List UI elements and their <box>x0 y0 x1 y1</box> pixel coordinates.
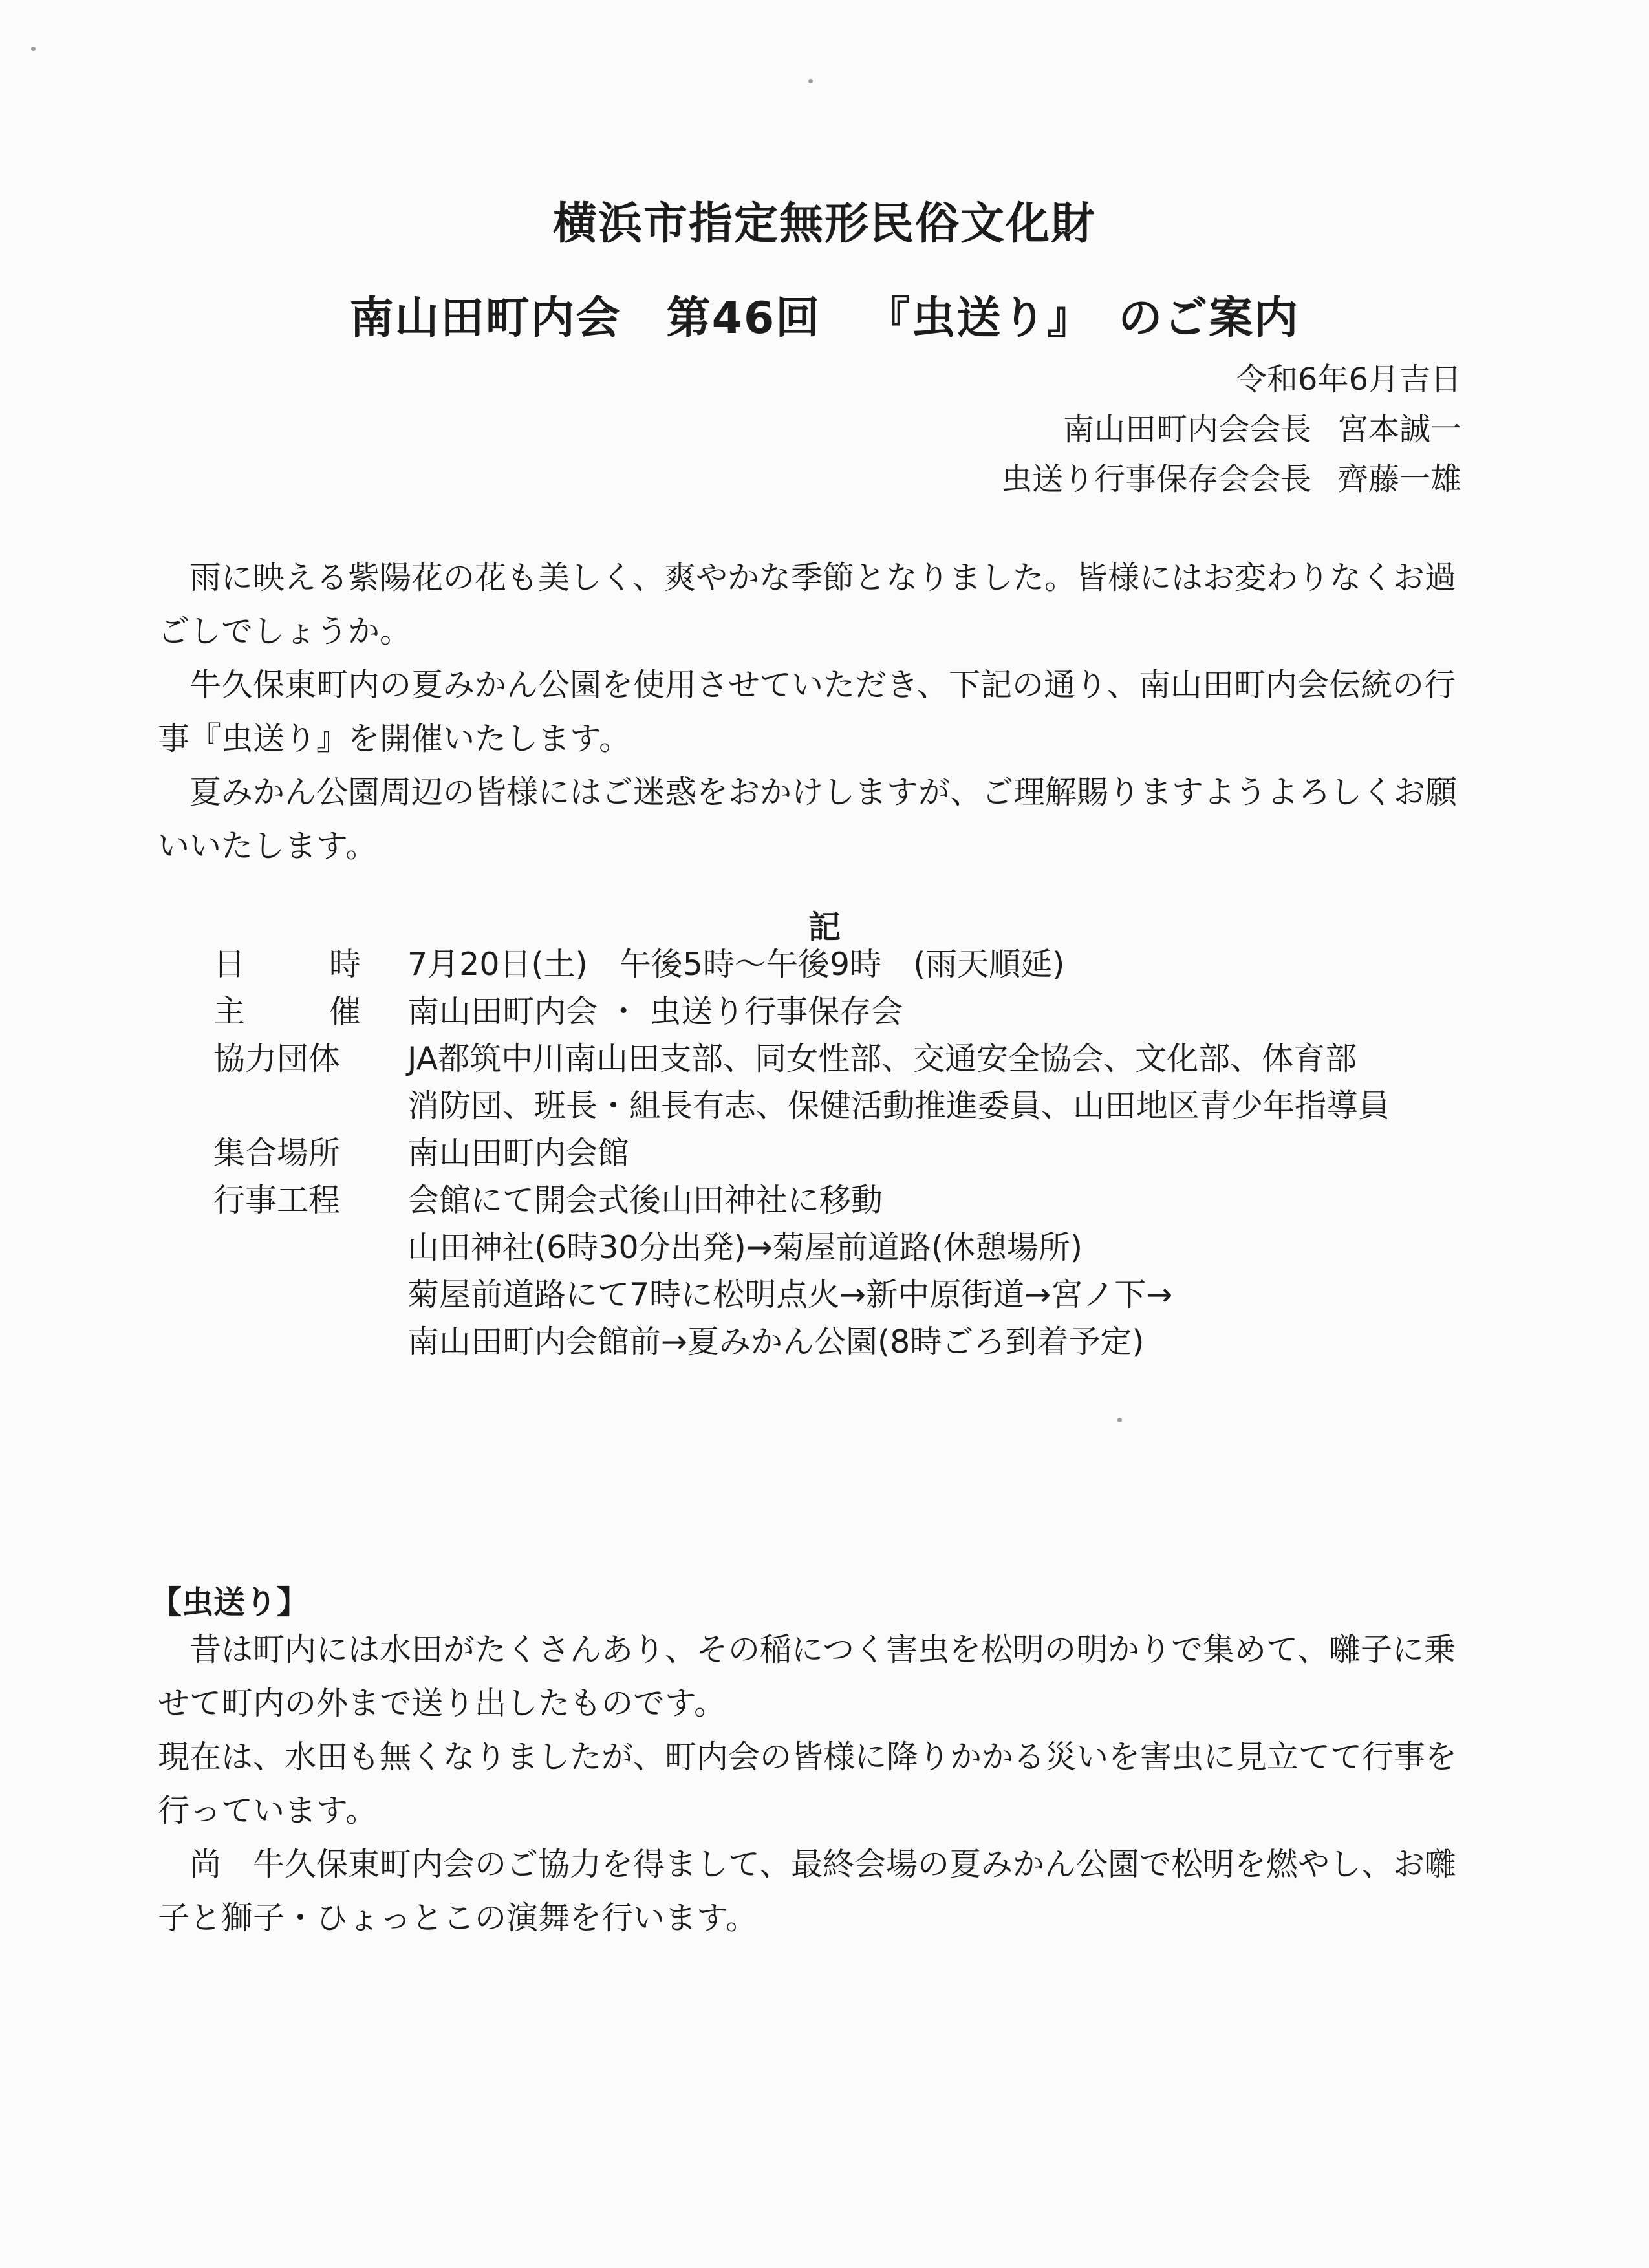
detail-label: 日 時 <box>213 946 361 983</box>
mushiokuri-section <box>158 1623 1477 1945</box>
subtitle-organizer: 南山田町内会 <box>349 293 621 344</box>
scan-speck <box>1117 1418 1122 1422</box>
detail-value: 南山田町内会館前→夏みかん公園(8時ごろ到着予定) <box>407 1323 1145 1360</box>
subtitle-event: 『虫送り』 <box>866 293 1093 344</box>
detail-value: 消防団、班長・組長有志、保健活動推進委員、山田地区青少年指導員 <box>407 1087 1390 1124</box>
sender-1-role: 南山田町内会会長 <box>1062 411 1311 447</box>
scan-speck <box>31 47 36 51</box>
subtitle-suffix: のご案内 <box>1118 293 1300 344</box>
section-paragraph: 尚 牛久保東町内会のご協力を得まして、最終会場の夏みかん公園で松明を燃やし、お囃子と獅子・ひょっとこの演舞を行います。 <box>158 1846 1457 1936</box>
sender-1-name: 宮本誠一 <box>1337 411 1461 447</box>
detail-value: 南山田町内会館 <box>407 1135 630 1171</box>
detail-row-place <box>213 1129 1390 1177</box>
document-subtitle <box>0 283 1649 346</box>
detail-value: 会館にて開会式後山田神社に移動 <box>407 1182 883 1219</box>
detail-value: 山田神社(6時30分出発)→菊屋前道路(休憩場所) <box>407 1229 1083 1266</box>
detail-row-route-cont <box>213 1224 1390 1271</box>
subtitle-edition: 第46回 <box>666 293 821 344</box>
detail-value: JA都筑中川南山田支部、同女性部、交通安全協会、文化部、体育部 <box>407 1040 1357 1077</box>
detail-label: 行事工程 <box>213 1182 341 1219</box>
detail-value: 菊屋前道路にて7時に松明点火→新中原街道→宮ノ下→ <box>407 1276 1173 1313</box>
detail-value: 南山田町内会 ・ 虫送り行事保存会 <box>407 993 903 1030</box>
intro-section <box>158 551 1471 873</box>
sender-2-name: 齊藤一雄 <box>1337 461 1461 497</box>
ki-heading: 記 <box>808 908 841 946</box>
intro-paragraph: 牛久保東町内の夏みかん公園を使用させていただき、下記の通り、南山田町内会伝統の行事『虫送り』を開催いたします。 <box>158 667 1456 757</box>
detail-label: 集合場所 <box>213 1135 341 1171</box>
scan-speck <box>808 79 813 83</box>
sender-2 <box>685 454 1461 498</box>
sender-2-role: 虫送り行事保存会会長 <box>1000 461 1311 497</box>
section-paragraph: 現在は、水田も無くなりましたが、町内会の皆様に降りかかる災いを害虫に見立てて行事を行っています。 <box>158 1738 1458 1829</box>
section-heading: 【虫送り】 <box>150 1584 309 1621</box>
detail-row-host <box>213 988 1390 1035</box>
section-paragraph: 昔は町内には水田がたくさんあり、その稲につく害虫を松明の明かりで集めて、囃子に乗せて町内の外まで送り出したものです。 <box>158 1631 1456 1722</box>
sender-1 <box>685 404 1461 449</box>
issue-date: 令和6年6月吉日 <box>1235 361 1461 398</box>
detail-row-route <box>213 1177 1390 1224</box>
document-title: 横浜市指定無形民俗文化財 <box>552 198 1096 250</box>
detail-row-cooperation-cont <box>213 1082 1390 1129</box>
intro-paragraph: 夏みかん公園周辺の皆様にはご迷惑をおかけしますが、ご理解賜りますようよろしくお願いいたします。 <box>158 774 1458 864</box>
detail-row-date <box>213 941 1390 988</box>
detail-label: 主 催 <box>213 993 361 1030</box>
detail-value: 7月20日(土) 午後5時～午後9時 (雨天順延) <box>407 946 1065 983</box>
detail-row-route-cont <box>213 1318 1390 1365</box>
detail-label: 協力団体 <box>213 1040 341 1077</box>
detail-row-cooperation <box>213 1035 1390 1082</box>
detail-row-route-cont <box>213 1271 1390 1318</box>
intro-paragraph: 雨に映える紫陽花の花も美しく、爽やかな季節となりました。皆様にはお変わりなくお過ごしでしょうか。 <box>158 559 1457 650</box>
event-details <box>213 941 1390 1365</box>
